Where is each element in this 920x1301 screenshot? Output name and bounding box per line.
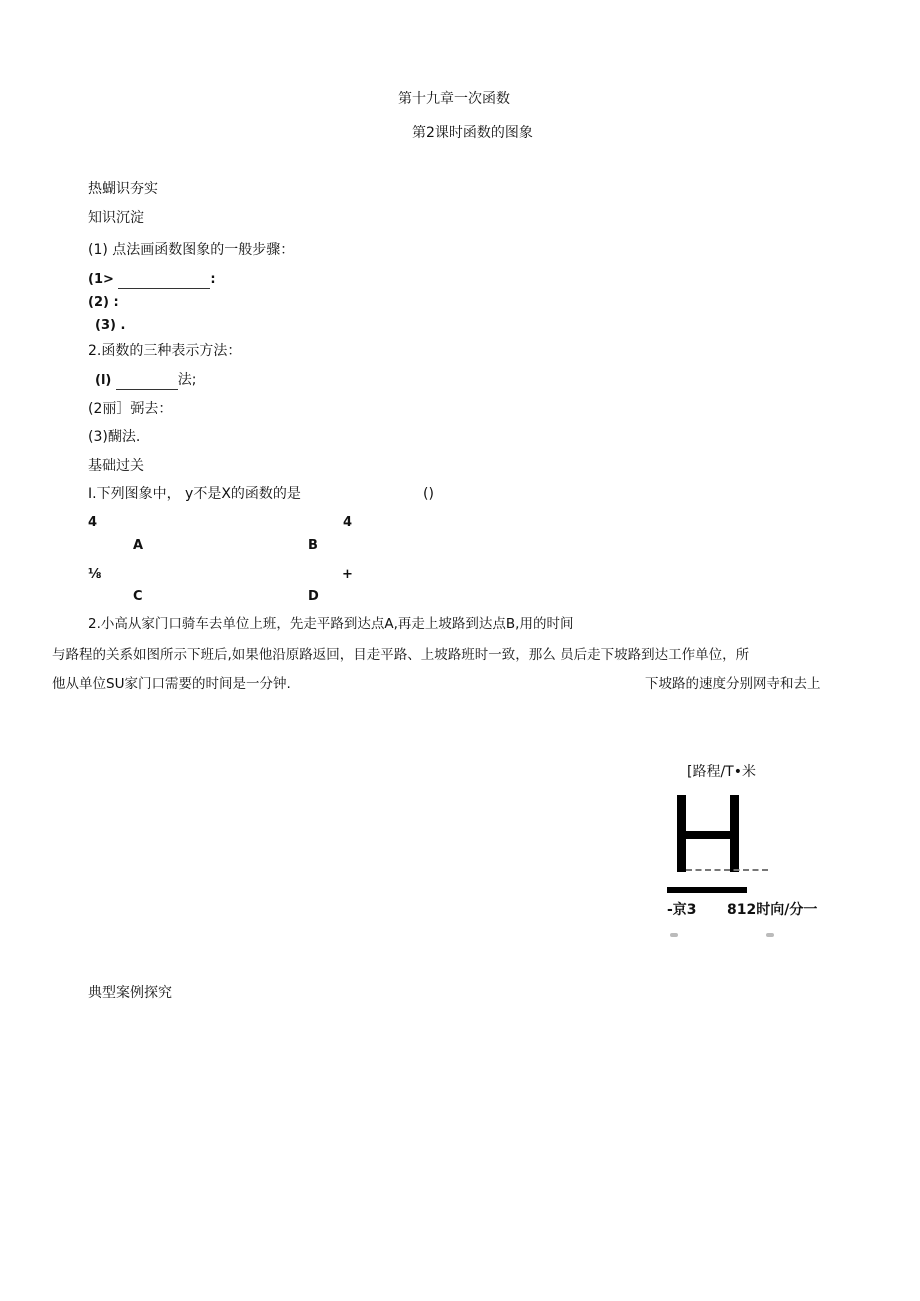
option-a-mark: 4 [88, 515, 98, 530]
question-2-line-2: 与路程的关系如图所示下班后,如果他沿原路返回，目走平路、上坡路班时一致，那么 员后走下坡路到达工作单位，所 [52, 647, 750, 663]
knowledge-step-3: (3) . [95, 318, 126, 333]
distance-time-graph [640, 755, 840, 955]
option-b-label: B [308, 538, 318, 553]
section-heading-4: 典型案例探究 [88, 985, 172, 1001]
question-2-line-1: 2.小高从家门口骑车去单位上班，先走平路到达点A,再走上坡路到达点B,用的时间 [88, 616, 574, 632]
knowledge-step-1 [88, 271, 216, 289]
knowledge-step-2: (2) : [88, 295, 119, 310]
graph-crossbar [685, 831, 731, 839]
question-1: I.下列图象中， y不是X的函数的是 [88, 486, 301, 502]
page-title: 第十九章一次函数 [398, 91, 510, 107]
question-1-answer-paren: () [423, 486, 434, 502]
question-2-line-3: 他从单位SU家门口需要的时间是一分钟. [52, 676, 291, 692]
graph-smudge-right [766, 933, 774, 937]
graph-dashed-line [686, 869, 768, 871]
option-b-mark: 4 [343, 515, 353, 530]
option-a-label: A [133, 538, 144, 553]
section-heading-1: 热蝴识夯实 [88, 181, 158, 197]
representation-2: (2丽］弼去： [88, 401, 173, 417]
graph-x-label-left: -京3 [667, 902, 697, 918]
knowledge-item-2: 2.函数的三种表示方法： [88, 343, 242, 359]
page-subtitle: 第2课时函数的图象 [412, 125, 533, 141]
representation-1 [95, 371, 197, 390]
graph-x-label-right: 812时向/分一 [727, 902, 818, 918]
section-heading-3: 基础过关 [88, 458, 144, 474]
step-1-blank [118, 274, 210, 289]
option-d-label: D [308, 589, 319, 604]
graph-smudge-left [670, 933, 678, 937]
graph-right-bar [730, 795, 739, 872]
representation-3: (3)醐法. [88, 429, 141, 445]
option-c-mark: ⅛ [88, 567, 102, 582]
rep-1-suffix: 法; [177, 372, 197, 388]
rep-1-prefix: (l) [95, 373, 112, 388]
step-1-suffix: : [210, 272, 216, 287]
graph-x-axis [667, 887, 747, 893]
rep-1-blank [116, 375, 178, 390]
knowledge-item-1: (1) 点法画函数图象的一般步骤： [88, 242, 295, 258]
question-2-line-3-right: 下坡路的速度分别网寺和去上 [645, 676, 821, 692]
step-1-prefix: (1> [88, 272, 114, 287]
graph-y-axis-label: [路程/T•米 [687, 764, 756, 780]
option-c-label: C [133, 589, 143, 604]
section-heading-2: 知识沉淀 [88, 210, 144, 226]
option-d-mark: + [342, 567, 353, 582]
